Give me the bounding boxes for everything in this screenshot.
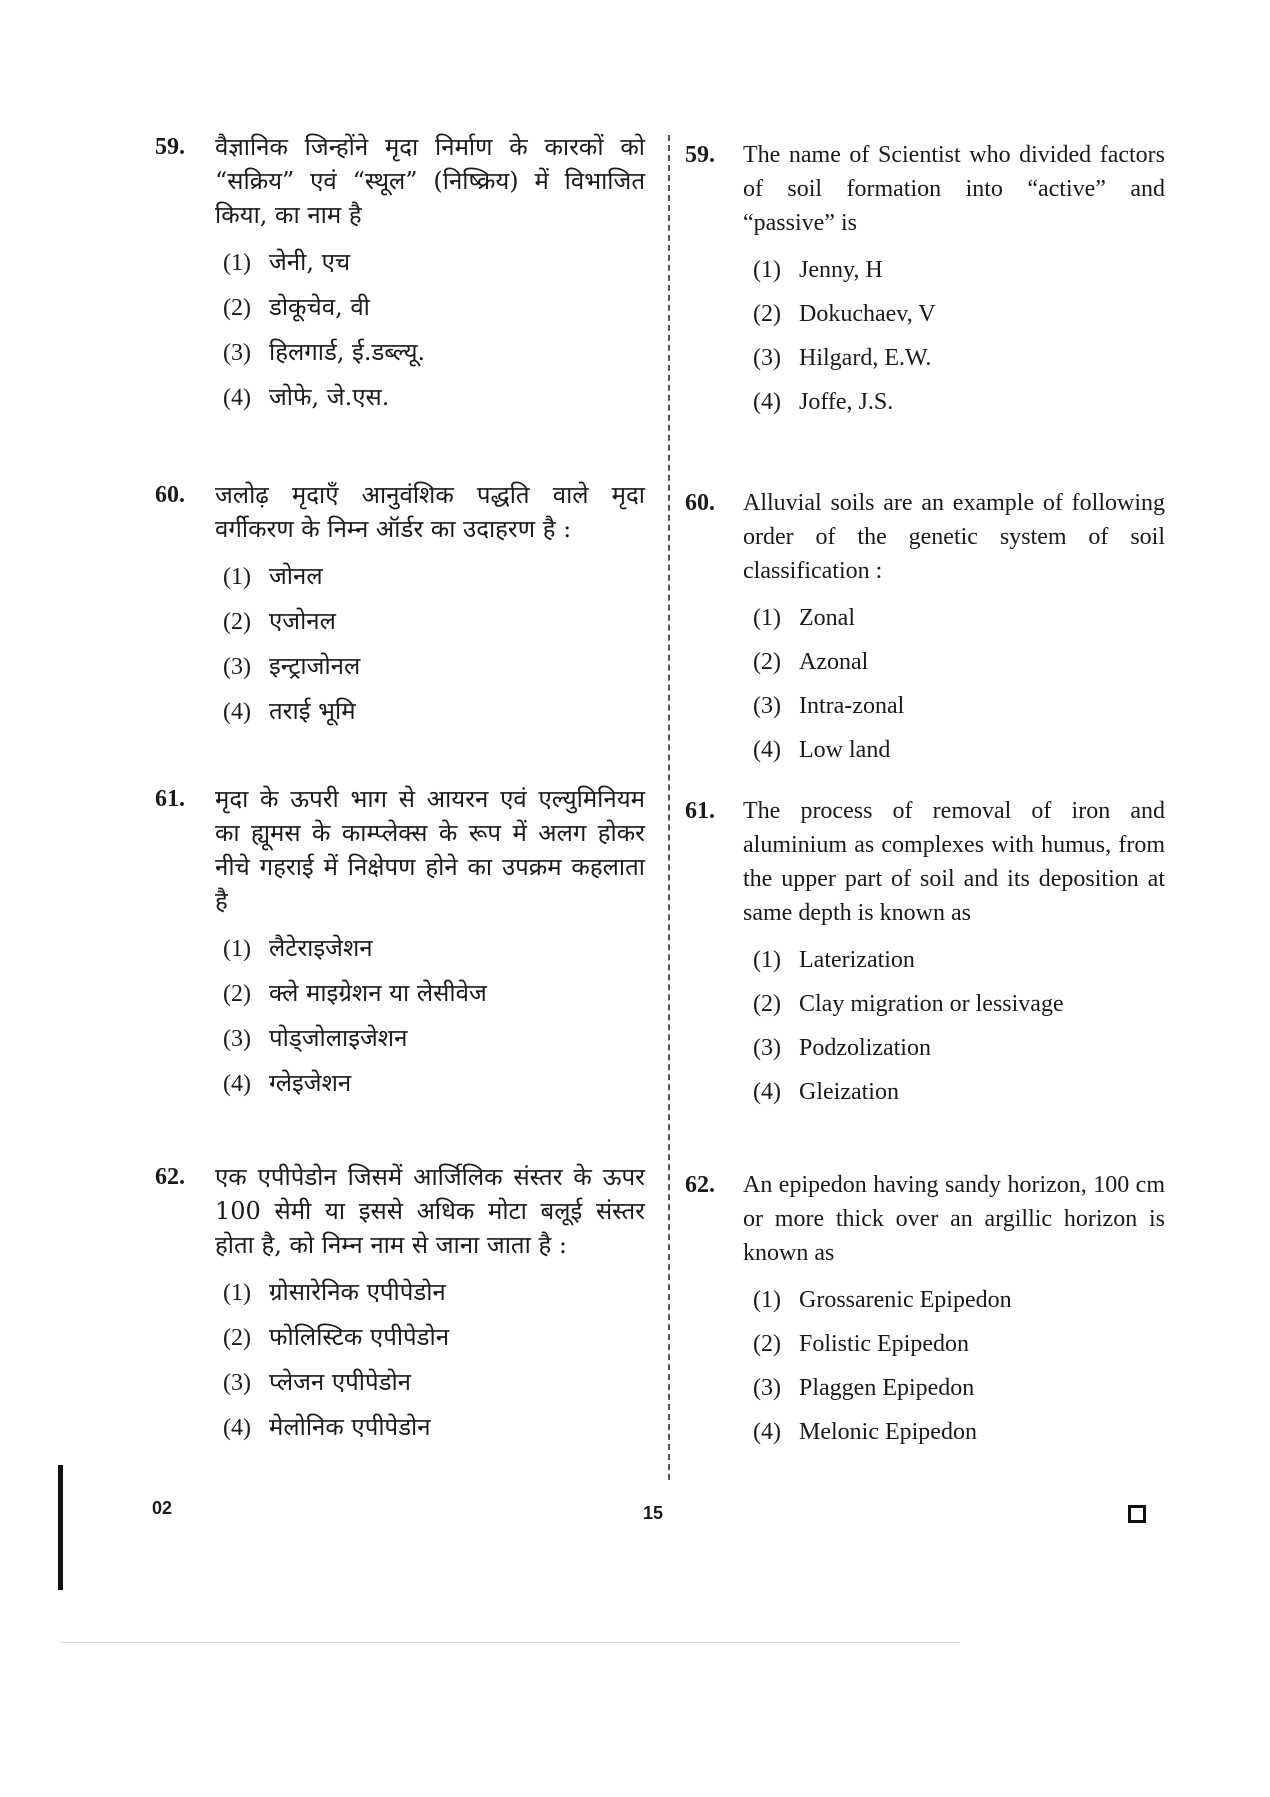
options-list xyxy=(155,1270,645,1450)
option-4[interactable] xyxy=(223,1405,645,1450)
question-number: 60. xyxy=(155,482,185,508)
option-number: (4) xyxy=(753,1079,781,1105)
option-label: Folistic Epipedon xyxy=(799,1331,969,1357)
option-3[interactable] xyxy=(223,330,645,375)
scan-artifact-line xyxy=(60,1642,960,1643)
option-label: इन्ट्राजोनल xyxy=(269,652,361,680)
option-number: (2) xyxy=(223,609,251,635)
option-1[interactable] xyxy=(753,1278,1165,1322)
option-number: (2) xyxy=(753,1331,781,1357)
option-number: (1) xyxy=(223,250,251,276)
option-1[interactable] xyxy=(223,240,645,285)
option-number: (3) xyxy=(753,1375,781,1401)
question-number: 62. xyxy=(685,1172,715,1198)
option-2[interactable] xyxy=(223,599,645,644)
option-number: (3) xyxy=(223,1026,251,1052)
option-label: Jenny, H xyxy=(799,257,883,283)
option-number: (2) xyxy=(753,649,781,675)
question-60-english xyxy=(685,486,1165,772)
column-divider xyxy=(668,135,670,1480)
option-number: (1) xyxy=(223,936,251,962)
option-number: (1) xyxy=(753,257,781,283)
options-list xyxy=(685,938,1165,1114)
option-number: (3) xyxy=(223,654,251,680)
option-4[interactable] xyxy=(223,689,645,734)
option-label: Hilgard, E.W. xyxy=(799,345,932,371)
option-label: ग्लेइजेशन xyxy=(269,1069,352,1097)
question-number: 59. xyxy=(155,134,185,160)
booklet-code: 02 xyxy=(152,1498,173,1518)
option-number: (4) xyxy=(753,1419,781,1445)
question-text: जलोढ़ मृदाएँ आनुवंशिक पद्धति वाले मृदा वर्गीकरण के निम्न ऑर्डर का उदाहरण है : xyxy=(215,481,645,543)
option-number: (1) xyxy=(223,564,251,590)
option-label: Plaggen Epipedon xyxy=(799,1375,975,1401)
option-2[interactable] xyxy=(223,285,645,330)
option-1[interactable] xyxy=(753,938,1165,982)
option-label: Azonal xyxy=(799,649,869,675)
question-59-english xyxy=(685,138,1165,424)
option-number: (1) xyxy=(753,947,781,973)
option-number: (2) xyxy=(223,1325,251,1351)
question-text: An epipedon having sandy horizon, 100 cm or more thick over an argillic horizon is known as xyxy=(743,1172,1165,1266)
option-label: प्लेजन एपीपेडोन xyxy=(269,1368,411,1396)
option-label: डोकूचेव, वी xyxy=(269,293,370,321)
option-label: एजोनल xyxy=(269,607,336,635)
option-2[interactable] xyxy=(753,640,1165,684)
square-mark-icon xyxy=(1128,1505,1146,1523)
option-4[interactable] xyxy=(753,728,1165,772)
option-4[interactable] xyxy=(753,1410,1165,1454)
option-label: Podzolization xyxy=(799,1035,931,1061)
question-60-hindi xyxy=(155,478,645,734)
page-number: 15 xyxy=(643,1503,664,1523)
option-4[interactable] xyxy=(753,1070,1165,1114)
question-number: 62. xyxy=(155,1164,185,1190)
option-label: जोफे, जे.एस. xyxy=(269,383,390,411)
option-number: (1) xyxy=(753,1287,781,1313)
option-label: पोड्जोलाइजेशन xyxy=(269,1024,408,1052)
option-number: (4) xyxy=(223,385,251,411)
option-1[interactable] xyxy=(753,248,1165,292)
option-number: (2) xyxy=(223,295,251,321)
options-list xyxy=(155,240,645,420)
option-number: (3) xyxy=(753,1035,781,1061)
option-number: (4) xyxy=(753,737,781,763)
question-62-english xyxy=(685,1168,1165,1454)
option-label: Grossarenic Epipedon xyxy=(799,1287,1012,1313)
option-number: (4) xyxy=(753,389,781,415)
options-list xyxy=(685,248,1165,424)
scan-margin-bar xyxy=(58,1465,63,1590)
option-number: (1) xyxy=(753,605,781,631)
option-3[interactable] xyxy=(753,336,1165,380)
option-number: (1) xyxy=(223,1280,251,1306)
options-list xyxy=(685,596,1165,772)
option-number: (4) xyxy=(223,1415,251,1441)
option-3[interactable] xyxy=(753,1366,1165,1410)
question-62-hindi xyxy=(155,1160,645,1450)
option-label: Joffe, J.S. xyxy=(799,389,894,415)
options-list xyxy=(685,1278,1165,1454)
question-text: The name of Scientist who divided factors of soil formation into “active” and “passive” is xyxy=(743,142,1165,236)
option-label: ग्रोसारेनिक एपीपेडोन xyxy=(269,1278,446,1306)
option-label: तराई भूमि xyxy=(269,697,356,725)
option-label: Clay migration or lessivage xyxy=(799,991,1064,1017)
option-2[interactable] xyxy=(223,1315,645,1360)
option-label: Zonal xyxy=(799,605,855,631)
options-list xyxy=(155,554,645,734)
option-number: (4) xyxy=(223,699,251,725)
question-number: 61. xyxy=(155,786,185,812)
option-label: Laterization xyxy=(799,947,915,973)
option-label: हिलगार्ड, ई.डब्ल्यू. xyxy=(269,338,426,366)
option-4[interactable] xyxy=(223,375,645,420)
option-label: Gleization xyxy=(799,1079,899,1105)
option-number: (3) xyxy=(753,693,781,719)
question-number: 61. xyxy=(685,798,715,824)
option-3[interactable] xyxy=(223,1360,645,1405)
question-number: 60. xyxy=(685,490,715,516)
option-label: जोनल xyxy=(269,562,323,590)
option-2[interactable] xyxy=(753,982,1165,1026)
option-3[interactable] xyxy=(753,684,1165,728)
option-1[interactable] xyxy=(753,596,1165,640)
option-3[interactable] xyxy=(223,644,645,689)
option-label: जेनी, एच xyxy=(269,248,351,276)
option-number: (3) xyxy=(223,1370,251,1396)
question-61-english xyxy=(685,794,1165,1114)
option-1[interactable] xyxy=(223,554,645,599)
option-2[interactable] xyxy=(753,1322,1165,1366)
option-number: (2) xyxy=(223,981,251,1007)
option-number: (4) xyxy=(223,1071,251,1097)
option-2[interactable] xyxy=(223,971,645,1016)
option-label: क्ले माइग्रेशन या लेसीवेज xyxy=(269,979,487,1007)
question-text: The process of removal of iron and aluminium as complexes with humus, from the upper part of soil and its deposition at same depth is known as xyxy=(743,798,1165,926)
option-4[interactable] xyxy=(223,1061,645,1106)
option-3[interactable] xyxy=(223,1016,645,1061)
question-number: 59. xyxy=(685,142,715,168)
question-text: वैज्ञानिक जिन्होंने मृदा निर्माण के कारकों को “सक्रिय” एवं “स्थूल” (निष्क्रिय) में विभाजित किया, का नाम है xyxy=(215,133,645,229)
option-label: Low land xyxy=(799,737,891,763)
option-1[interactable] xyxy=(223,926,645,971)
option-1[interactable] xyxy=(223,1270,645,1315)
question-59-hindi xyxy=(155,130,645,420)
option-label: मेलोनिक एपीपेडोन xyxy=(269,1413,431,1441)
option-label: Dokuchaev, V xyxy=(799,301,936,327)
option-number: (2) xyxy=(753,301,781,327)
option-label: फोलिस्टिक एपीपेडोन xyxy=(269,1323,450,1351)
question-text: Alluvial soils are an example of following order of the genetic system of soil classification : xyxy=(743,490,1165,584)
question-text: एक एपीपेडोन जिसमें आर्जिलिक संस्तर के ऊपर 100 सेमी या इससे अधिक मोटा बलूई संस्तर होता है, को निम्न नाम से जाना जाता है : xyxy=(215,1163,645,1259)
option-3[interactable] xyxy=(753,1026,1165,1070)
option-number: (3) xyxy=(753,345,781,371)
question-text: मृदा के ऊपरी भाग से आयरन एवं एल्युमिनियम का ह्यूमस के काम्प्लेक्स के रूप में अलग होकर नीचे गहराई में निक्षेपण होने का उपक्रम कहलाता है xyxy=(215,785,645,915)
option-number: (2) xyxy=(753,991,781,1017)
options-list xyxy=(155,926,645,1106)
option-2[interactable] xyxy=(753,292,1165,336)
option-number: (3) xyxy=(223,340,251,366)
option-4[interactable] xyxy=(753,380,1165,424)
option-label: Melonic Epipedon xyxy=(799,1419,977,1445)
question-61-hindi xyxy=(155,782,645,1106)
option-label: लैटेराइजेशन xyxy=(269,934,373,962)
option-label: Intra-zonal xyxy=(799,693,905,719)
